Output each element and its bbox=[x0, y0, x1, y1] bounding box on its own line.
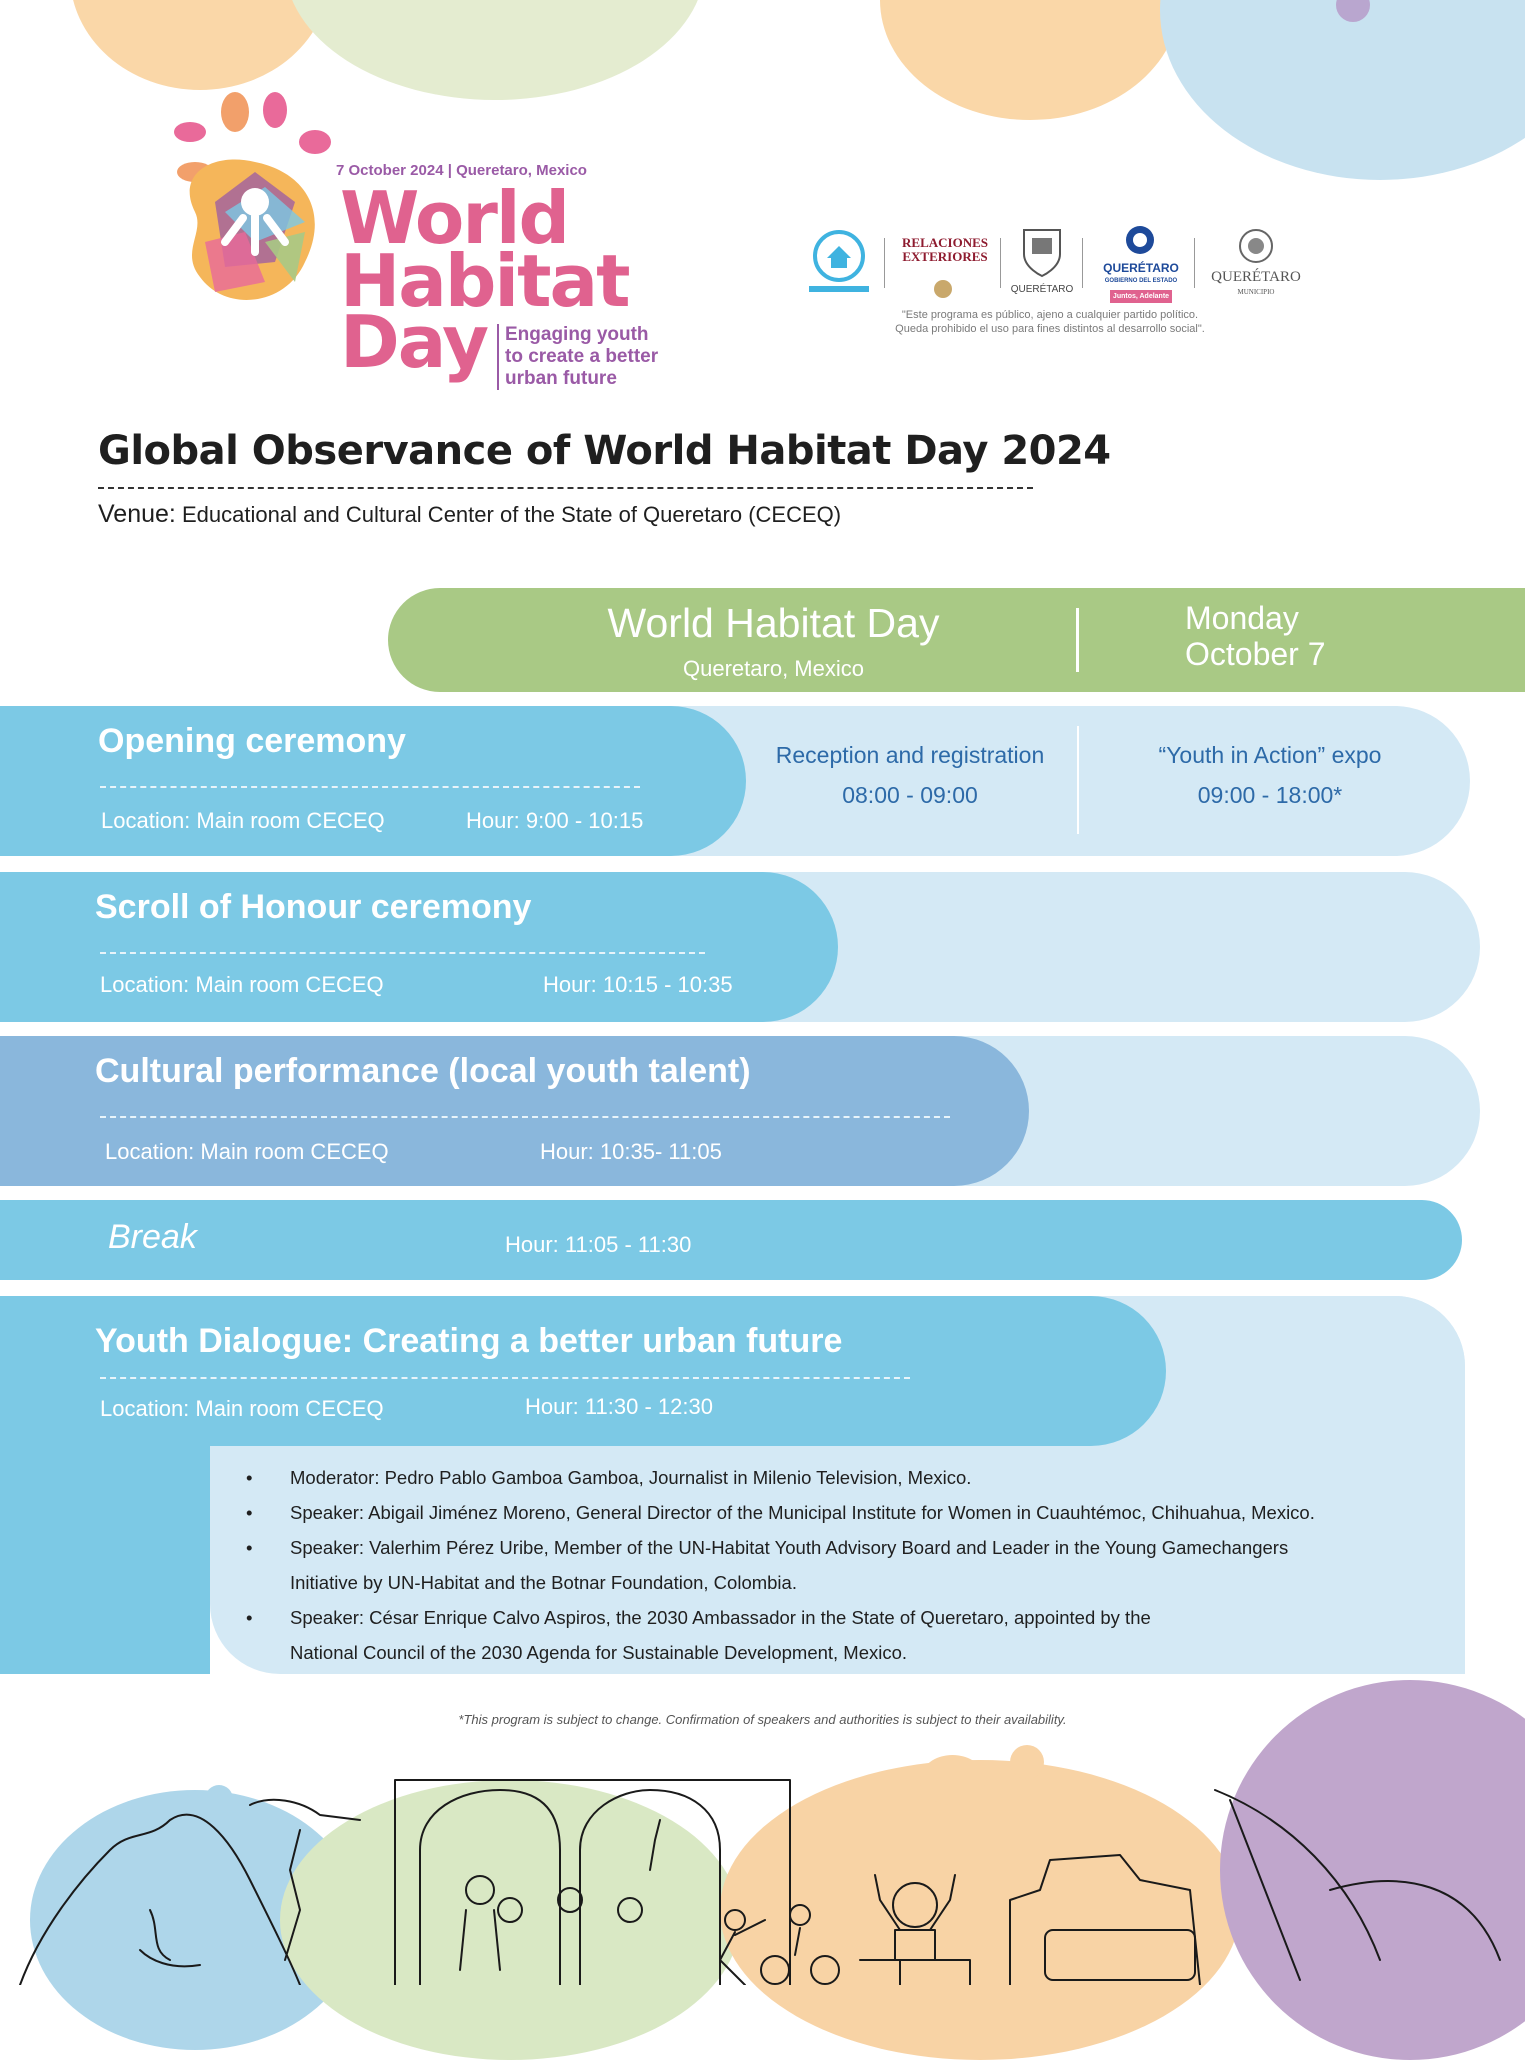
speaker-text: Speaker: César Enrique Calvo Aspiros, the 2030 Ambassador in the State of Queretaro, appointed by the bbox=[290, 1607, 1151, 1628]
logo-date-place: 7 October 2024 | Queretaro, Mexico bbox=[336, 162, 587, 179]
speaker-text-cont: Initiative by UN-Habitat and the Botnar Foundation, Colombia. bbox=[290, 1572, 797, 1593]
gob-sub: GOBIERNO DEL ESTADO bbox=[1104, 278, 1178, 284]
tagline-line-1: Engaging youth bbox=[505, 324, 649, 345]
decor-blob-orange-top-left bbox=[70, 0, 330, 90]
decor-blob-orange-top bbox=[880, 0, 1180, 120]
logo-tagline bbox=[497, 324, 658, 390]
cultural-title: Cultural performance (local youth talent) bbox=[95, 1052, 751, 1090]
venue-value: Educational and Cultural Center of the State of Queretaro (CECEQ) bbox=[181, 502, 842, 527]
cultural-hour: Hour: 10:35- 11:05 bbox=[540, 1139, 722, 1164]
divider-line bbox=[1082, 238, 1083, 288]
scroll-honour-hour: Hour: 10:15 - 10:35 bbox=[543, 972, 733, 997]
mun-sub: MUNICIPIO bbox=[1237, 288, 1275, 296]
logo-word-habitat: Habitat bbox=[340, 239, 629, 323]
queretaro-state-text: QUERÉTARO bbox=[1010, 284, 1074, 295]
world-habitat-day-emblem-icon bbox=[155, 92, 345, 322]
side-events-divider bbox=[1077, 726, 1079, 834]
divider-line bbox=[884, 238, 885, 288]
political-disclaimer bbox=[840, 308, 1260, 336]
expo-label: “Youth in Action” expo bbox=[1158, 742, 1382, 768]
tagline-line-3: urban future bbox=[505, 368, 617, 389]
cultural-location: Location: Main room CECEQ bbox=[105, 1139, 389, 1164]
logo-word-day: Day bbox=[340, 300, 488, 384]
row-divider bbox=[100, 786, 640, 788]
break-card bbox=[0, 1200, 1462, 1280]
header-bar-date-value: October 7 bbox=[1185, 636, 1326, 672]
relaciones-exteriores-logo bbox=[890, 236, 1000, 264]
scroll-honour-location: Location: Main room CECEQ bbox=[100, 972, 384, 997]
reception-time: 08:00 - 09:00 bbox=[842, 782, 978, 808]
header-bar-date bbox=[1185, 600, 1326, 672]
header-bar-title: World Habitat Day bbox=[607, 600, 940, 646]
expo-time: 09:00 - 18:00* bbox=[1197, 782, 1343, 808]
header-bar-divider bbox=[1076, 608, 1079, 672]
scroll-honour-title: Scroll of Honour ceremony bbox=[95, 888, 532, 926]
queretaro-municipio-crest-icon bbox=[1234, 226, 1278, 266]
queretaro-shield-icon bbox=[1018, 224, 1066, 280]
mun-name: QUERÉTARO bbox=[1211, 269, 1301, 285]
youth-dialogue-title: Youth Dialogue: Creating a better urban future bbox=[95, 1322, 843, 1360]
disclaimer-line-1: "Este programa es público, ajeno a cualquier partido político. bbox=[901, 309, 1199, 321]
youth-dialogue-location: Location: Main room CECEQ bbox=[100, 1396, 384, 1421]
venue-label: Venue: bbox=[98, 500, 176, 528]
decor-dot-purple-bottom bbox=[1290, 1726, 1324, 1760]
un-habitat-logo-icon bbox=[805, 228, 873, 296]
list-item bbox=[246, 1530, 1446, 1600]
youth-dialogue-card bbox=[0, 1296, 1166, 1446]
logo-word-world: World bbox=[340, 176, 569, 260]
header-bar-subtitle: Queretaro, Mexico bbox=[683, 656, 864, 681]
seal-icon bbox=[932, 278, 954, 300]
speaker-text: Speaker: Abigail Jiménez Moreno, General Director of the Municipal Institute for Women in Cuauhtémoc, Chihuahua, Mexico. bbox=[290, 1502, 1315, 1523]
queretaro-state-label bbox=[1000, 284, 1084, 295]
title-divider bbox=[98, 487, 1033, 489]
row-divider bbox=[100, 1116, 950, 1118]
list-item bbox=[246, 1460, 1446, 1495]
relaciones-label: RELACIONES EXTERIORES bbox=[902, 235, 988, 264]
decor-blob-green-top bbox=[285, 0, 705, 100]
decor-blob-blue-top-right bbox=[1160, 0, 1525, 180]
opening-ceremony-title: Opening ceremony bbox=[98, 722, 406, 760]
gob-juntos: Juntos, Adelante bbox=[1110, 290, 1172, 303]
divider-line bbox=[1194, 238, 1195, 288]
speaker-text: Speaker: Valerhim Pérez Uribe, Member of the UN-Habitat Youth Advisory Board and Leader in the Young Gamechangers bbox=[290, 1537, 1289, 1558]
queretaro-gobierno-label bbox=[1090, 262, 1192, 303]
tagline-line-2: to create a better bbox=[505, 346, 659, 367]
row-divider bbox=[100, 1377, 910, 1379]
break-title: Break bbox=[108, 1218, 197, 1256]
venue bbox=[98, 500, 841, 529]
youth-dialogue-hour: Hour: 11:30 - 12:30 bbox=[525, 1394, 713, 1419]
gob-name: QUERÉTARO bbox=[1103, 261, 1179, 275]
opening-ceremony-hour: Hour: 9:00 - 10:15 bbox=[466, 808, 644, 833]
break-hour: Hour: 11:05 - 11:30 bbox=[505, 1232, 692, 1257]
reception-label: Reception and registration bbox=[775, 742, 1045, 768]
header-bar-day: Monday bbox=[1185, 600, 1299, 636]
speaker-text: Moderator: Pedro Pablo Gamboa Gamboa, Journalist in Milenio Television, Mexico. bbox=[290, 1467, 972, 1488]
disclaimer-line-2: Queda prohibido el uso para fines distintos al desarrollo social". bbox=[895, 323, 1205, 335]
queretaro-municipio-label bbox=[1200, 270, 1312, 300]
list-item bbox=[246, 1600, 1446, 1670]
speaker-text-cont: National Council of the 2030 Agenda for Sustainable Development, Mexico. bbox=[290, 1642, 908, 1663]
divider-line bbox=[1000, 238, 1001, 288]
queretaro-q-logo-icon bbox=[1124, 224, 1156, 256]
page-title: Global Observance of World Habitat Day 2024 bbox=[98, 428, 1111, 474]
footnote: *This program is subject to change. Confirmation of speakers and authorities is subject to their availability. bbox=[458, 1712, 1067, 1727]
youth-city-line-illustration bbox=[0, 1760, 1525, 1985]
opening-ceremony-location: Location: Main room CECEQ bbox=[101, 808, 385, 833]
row-divider bbox=[100, 952, 705, 954]
speaker-list bbox=[246, 1460, 1446, 1670]
list-item bbox=[246, 1495, 1446, 1530]
